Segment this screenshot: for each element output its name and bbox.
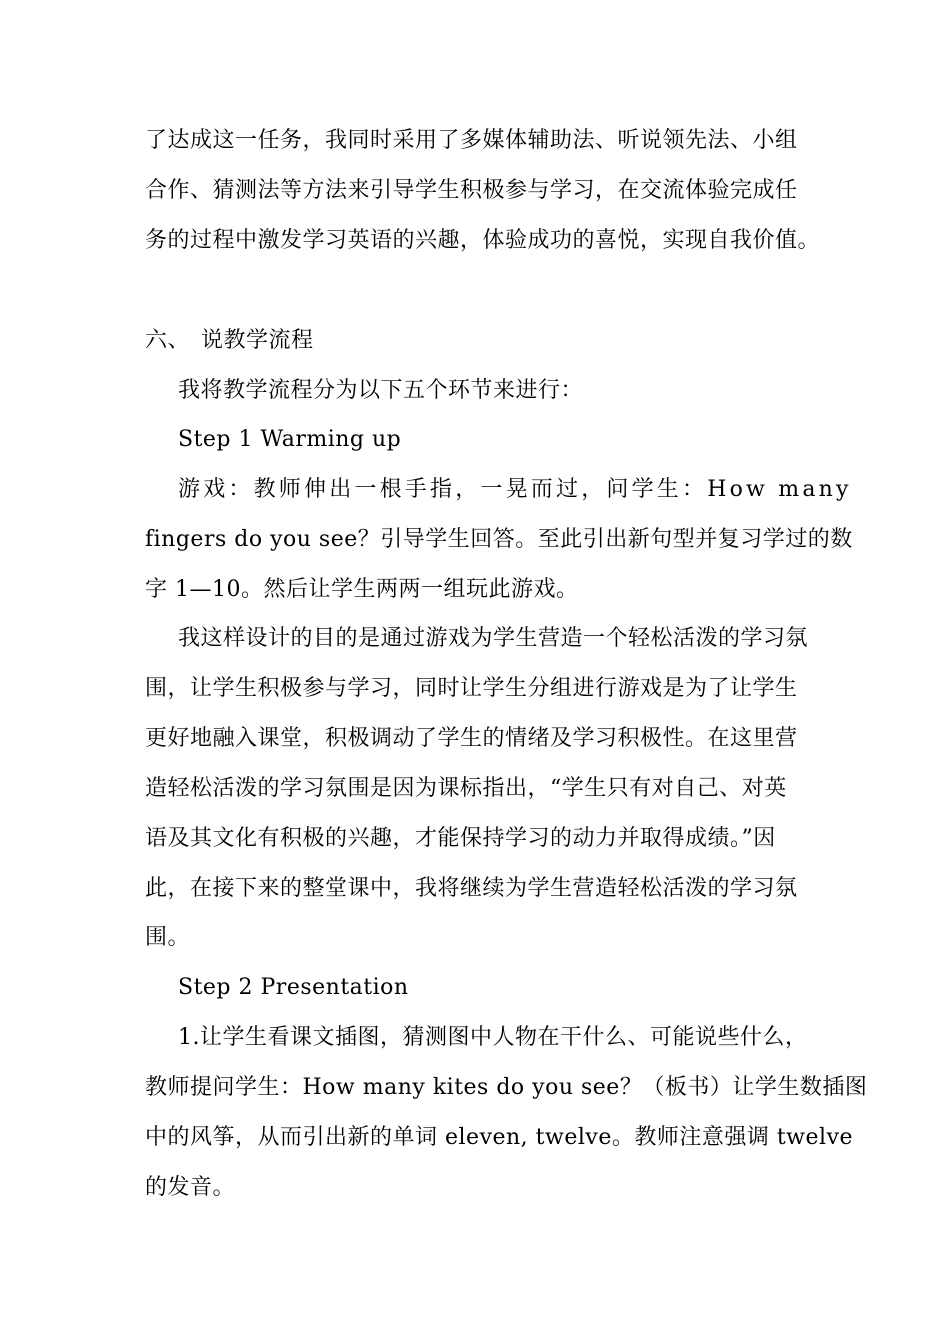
step1-purpose-line-2: 围，让学生积极参与学习，同时让学生分组进行游戏是为了让学生 [145, 676, 798, 701]
step1-purpose-line-4: 造轻松活泼的学习氛围是因为课标指出，“学生只有对自己、对英 [145, 776, 787, 801]
section-intro: 我将教学流程分为以下五个环节来进行： [178, 378, 584, 403]
step2-item1-line-2: 教师提问学生：How many kites do you see？（板书）让学生数插图 [145, 1075, 868, 1100]
section-title: 说教学流程 [201, 328, 314, 353]
section-number: 六、 [145, 328, 191, 353]
step2-title: Step 2 Presentation [178, 975, 409, 1000]
step2-item1-line-1: 1.让学生看课文插图，猜测图中人物在干什么、可能说些什么， [178, 1025, 808, 1050]
step1-purpose-line-1: 我这样设计的目的是通过游戏为学生营造一个轻松活泼的学习氛 [178, 626, 809, 651]
section-heading [145, 326, 314, 356]
intro-line-1: 了达成这一任务，我同时采用了多媒体辅助法、听说领先法、小组 [145, 128, 798, 153]
step1-purpose-line-6: 此，在接下来的整堂课中，我将继续为学生营造轻松活泼的学习氛 [145, 876, 798, 901]
step1-purpose-line-5: 语及其文化有积极的兴趣，才能保持学习的动力并取得成绩。”因 [145, 826, 776, 851]
step1-title: Step 1 Warming up [178, 427, 402, 452]
step1-purpose-line-7: 围。 [145, 925, 191, 950]
step1-game-line-2: fingers do you see？引导学生回答。至此引出新句型并复习学过的数 [145, 527, 853, 552]
intro-line-3: 务的过程中激发学习英语的兴趣，体验成功的喜悦，实现自我价值。 [145, 228, 821, 253]
step1-game-line-3: 字 1—10。然后让学生两两一组玩此游戏。 [145, 577, 579, 602]
step1-game-line-1: 游戏：教师伸出一根手指，一晃而过，问学生：How many [178, 477, 852, 502]
step1-purpose-line-3: 更好地融入课堂，积极调动了学生的情绪及学习积极性。在这里营 [145, 726, 798, 751]
step2-item1-line-3: 中的风筝，从而引出新的单词 eleven, twelve。教师注意强调 twelve [145, 1125, 854, 1150]
step2-item1-line-4: 的发音。 [145, 1175, 236, 1200]
intro-line-2: 合作、猜测法等方法来引导学生积极参与学习，在交流体验完成任 [145, 178, 798, 203]
